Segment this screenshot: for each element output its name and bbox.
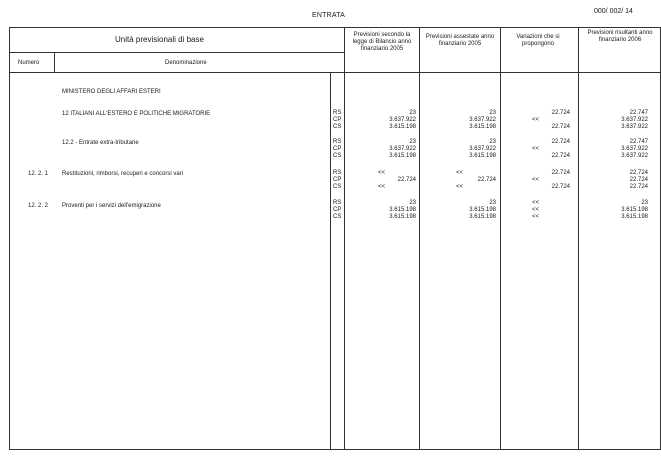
row-assestate-values: 23 3.615.198 3.615.198 [469, 200, 496, 220]
header-group-title: Unità previsionali di base [115, 35, 204, 44]
row-denominazione: Proventi per i servizi dell'emigrazione [62, 203, 161, 209]
row-numero: 12. 2. 1 [28, 171, 49, 177]
row-risultanti-values: 22.724 22.724 22.724 [629, 170, 648, 190]
divider-variazioni [578, 27, 579, 449]
row-assestate-values: << 22.724 << [456, 170, 496, 190]
row-legge-values: 23 3.615.198 3.615.198 [389, 200, 416, 220]
header-numero: Numero [18, 60, 40, 66]
row-legge-values: 23 3.637.922 3.615.198 [389, 110, 416, 130]
page-title: ENTRATA [312, 12, 346, 19]
row-variazioni-values: << << << [532, 200, 540, 220]
divider-codes [330, 72, 331, 449]
header-divider [9, 52, 344, 53]
row-variazioni-values: 22.724 << 22.724 [532, 139, 570, 159]
row-assestate-values: 23 3.637.922 3.615.198 [469, 139, 496, 159]
divider-legge [419, 27, 420, 449]
row-variazioni-values: 22.724 << 22.724 [532, 170, 570, 190]
header-bottom [9, 72, 660, 73]
row-codes: RS CP CS [333, 110, 342, 130]
row-numero: 12. 2. 2 [28, 203, 49, 209]
header-previsioni-assestate: Previsioni assestate anno finanziario 2005 [425, 34, 495, 47]
row-codes: RS CP CS [333, 139, 342, 159]
row-risultanti-values: 22.747 3.637.922 3.637.922 [621, 139, 648, 159]
row-legge-values: << 22.724 << [378, 170, 416, 190]
row-codes: RS CP CS [333, 200, 342, 220]
divider-numero [54, 52, 55, 72]
divider-assestate [500, 27, 501, 449]
row-assestate-values: 23 3.637.922 3.615.198 [469, 110, 496, 130]
divider-denominazione [344, 27, 345, 449]
header-previsioni-risultanti: Previsioni risultanti anno finanziario 2006 [587, 30, 653, 43]
row-denominazione: 12.2 - Entrate extra-tributarie [62, 140, 139, 146]
header-variazioni: Variazioni che si propongono [516, 34, 560, 47]
header-denominazione: Denominazione [165, 60, 207, 66]
row-codes: RS CP CS [333, 170, 342, 190]
row-risultanti-values: 22.747 3.637.922 3.637.922 [621, 110, 648, 130]
page-reference: 000/ 002/ 14 [594, 8, 633, 15]
row-variazioni-values: 22.724 << 22.724 [532, 110, 570, 130]
row-denominazione: 12 ITALIANI ALL'ESTERO E POLITICHE MIGRATORIE [62, 111, 211, 117]
ministry-label: MINISTERO DEGLI AFFARI ESTERI [62, 89, 161, 95]
header-previsioni-legge: Previsioni secondo la legge di Bilancio anno finanziario 2005 [352, 32, 412, 52]
row-legge-values: 23 3.637.922 3.615.198 [389, 139, 416, 159]
row-risultanti-values: 23 3.615.198 3.615.198 [621, 200, 648, 220]
row-denominazione: Restituzioni, rimborsi, recuperi e concorsi vari [62, 171, 184, 177]
